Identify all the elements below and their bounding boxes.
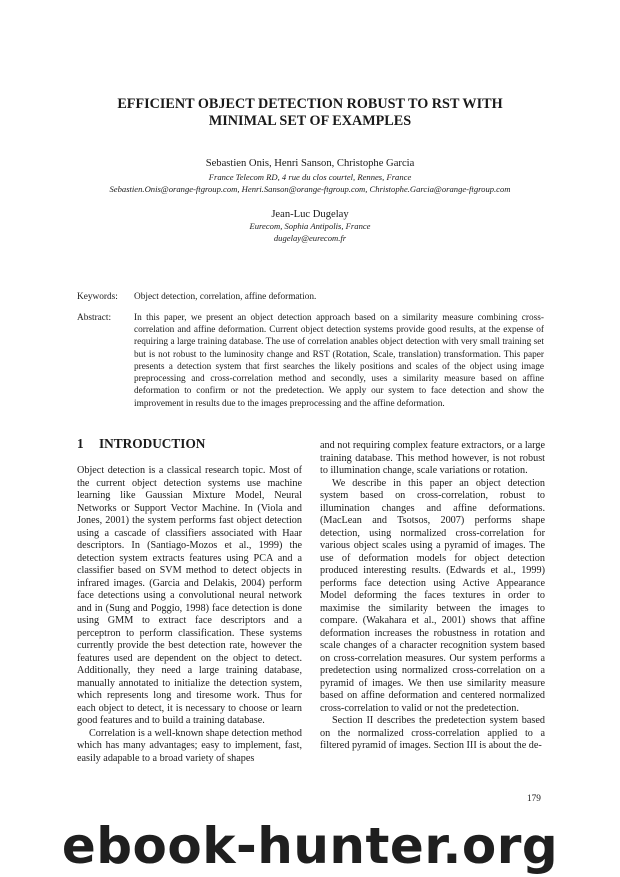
paper-title [0, 96, 620, 130]
watermark: ebook-hunter.org [61, 817, 559, 875]
keywords-label: Keywords: [77, 292, 118, 302]
second-author: Jean-Luc Dugelay [271, 209, 349, 220]
left-column [77, 465, 302, 765]
right-column [320, 440, 545, 753]
paragraph: We describe in this paper an object detection system based on cross-correlation, robust to illumination changes and affine deformations. (MacLean and Tsotsos, 2007) performs shape detection, using normalized cross-correlation for various object scales using a pyramid of images. The use of deformation models for object detection produced interesting results. (Edwards et al., 1999) performs face detection using Active Appearance Model deforming the faces textures in order to maximise the similarity between the images to compare. (Wakahara et al., 2001) shows that affine deformation increases the robustness in rotation and scale changes of a character recognition system based on cross-correlation measures. Our system performs a predetection using normalized cross-correlation on a pyramid of images. We then use similarity measure based on affine deformation and centered normalized cross-correlation to valid or not the predetection. [320, 477, 545, 714]
second-affiliation: Eurecom, Sophia Antipolis, France [249, 221, 371, 231]
paragraph: Object detection is a classical research topic. Most of the current object detection systems use machine learning like Gaussian Mixture Model, Neural Networks or Support Vector Machine. In (Viola and Jones, 2001) the system performs fast object detection using a cascade of classifiers associated with Haar descriptors. In (Santiago-Mozos et al., 1999) the detection system extracts features using PCA and a classifier based on SVM method to detect objects in infrared images. (Garcia and Delakis, 2004) perform face detections using a convolutional neural network and in (Sung and Poggio, 1998) face detection is done using GMM to extract face descriptors and a perceptron to perform classification. These systems currently provide the best detection rate, however the features used are dependent on the object to detect. Additionally, they need a large training database, manually annotated to initialize the detection system, which represents long and tiresome work. Thus for each object to detect, it is necessary to choose or learn good features and to build a training database. [77, 465, 302, 727]
page-number: 179 [527, 794, 541, 804]
paragraph: and not requiring complex feature extractors, or a large training database. This method however, is not robust to illumination change, scale variations or rotation. [320, 440, 545, 477]
second-author-email: dugelay@eurecom.fr [273, 233, 347, 243]
affiliation: France Telecom RD, 4 rue du clos courtel, Rennes, France [208, 172, 412, 182]
paragraph: Correlation is a well-known shape detection method which has many advantages; easy to implement, fast, easily adapable to a broad variety of shapes [77, 727, 302, 764]
section-title: INTRODUCTION [99, 436, 206, 451]
keywords-text: Object detection, correlation, affine deformation. [134, 292, 317, 302]
authors: Sebastien Onis, Henri Sanson, Christophe Garcia [205, 158, 415, 169]
title-line-1: EFFICIENT OBJECT DETECTION ROBUST TO RST WITH [117, 96, 503, 112]
section-number: 1 [77, 436, 84, 451]
author-emails: Sebastien.Onis@orange-ftgroup.com, Henri.Sanson@orange-ftgroup.com, Christophe.Garcia@orange-ftgroup.com [109, 184, 511, 194]
abstract-label: Abstract: [77, 313, 112, 323]
section-heading [77, 436, 205, 452]
abstract-text: In this paper, we present an object detection approach based on a similarity measure combining cross-correlation and affine deformation. Current object detection systems provide good results, at the expense of requiring a large training database. The use of correlation anables object detection with very small training set but is not robust to the luminosity change and RST (Rotation, Scale, translation) transformation. This paper presents a detection system that first searches the likely positions and scales of the object using image preprocessing and cross-correlation method and secondly, uses a similarity measure based on affine deformation to confirm or not the predetection. We apply our system to face detection and show the improvement in results due to the images preprocessing and the affine deformation. [134, 313, 544, 409]
title-line-2: MINIMAL SET OF EXAMPLES [208, 113, 412, 129]
paragraph: Section II describes the predetection system based on the normalized cross-correlation applied to a filtered pyramid of images. Section III is about the de- [320, 715, 545, 752]
